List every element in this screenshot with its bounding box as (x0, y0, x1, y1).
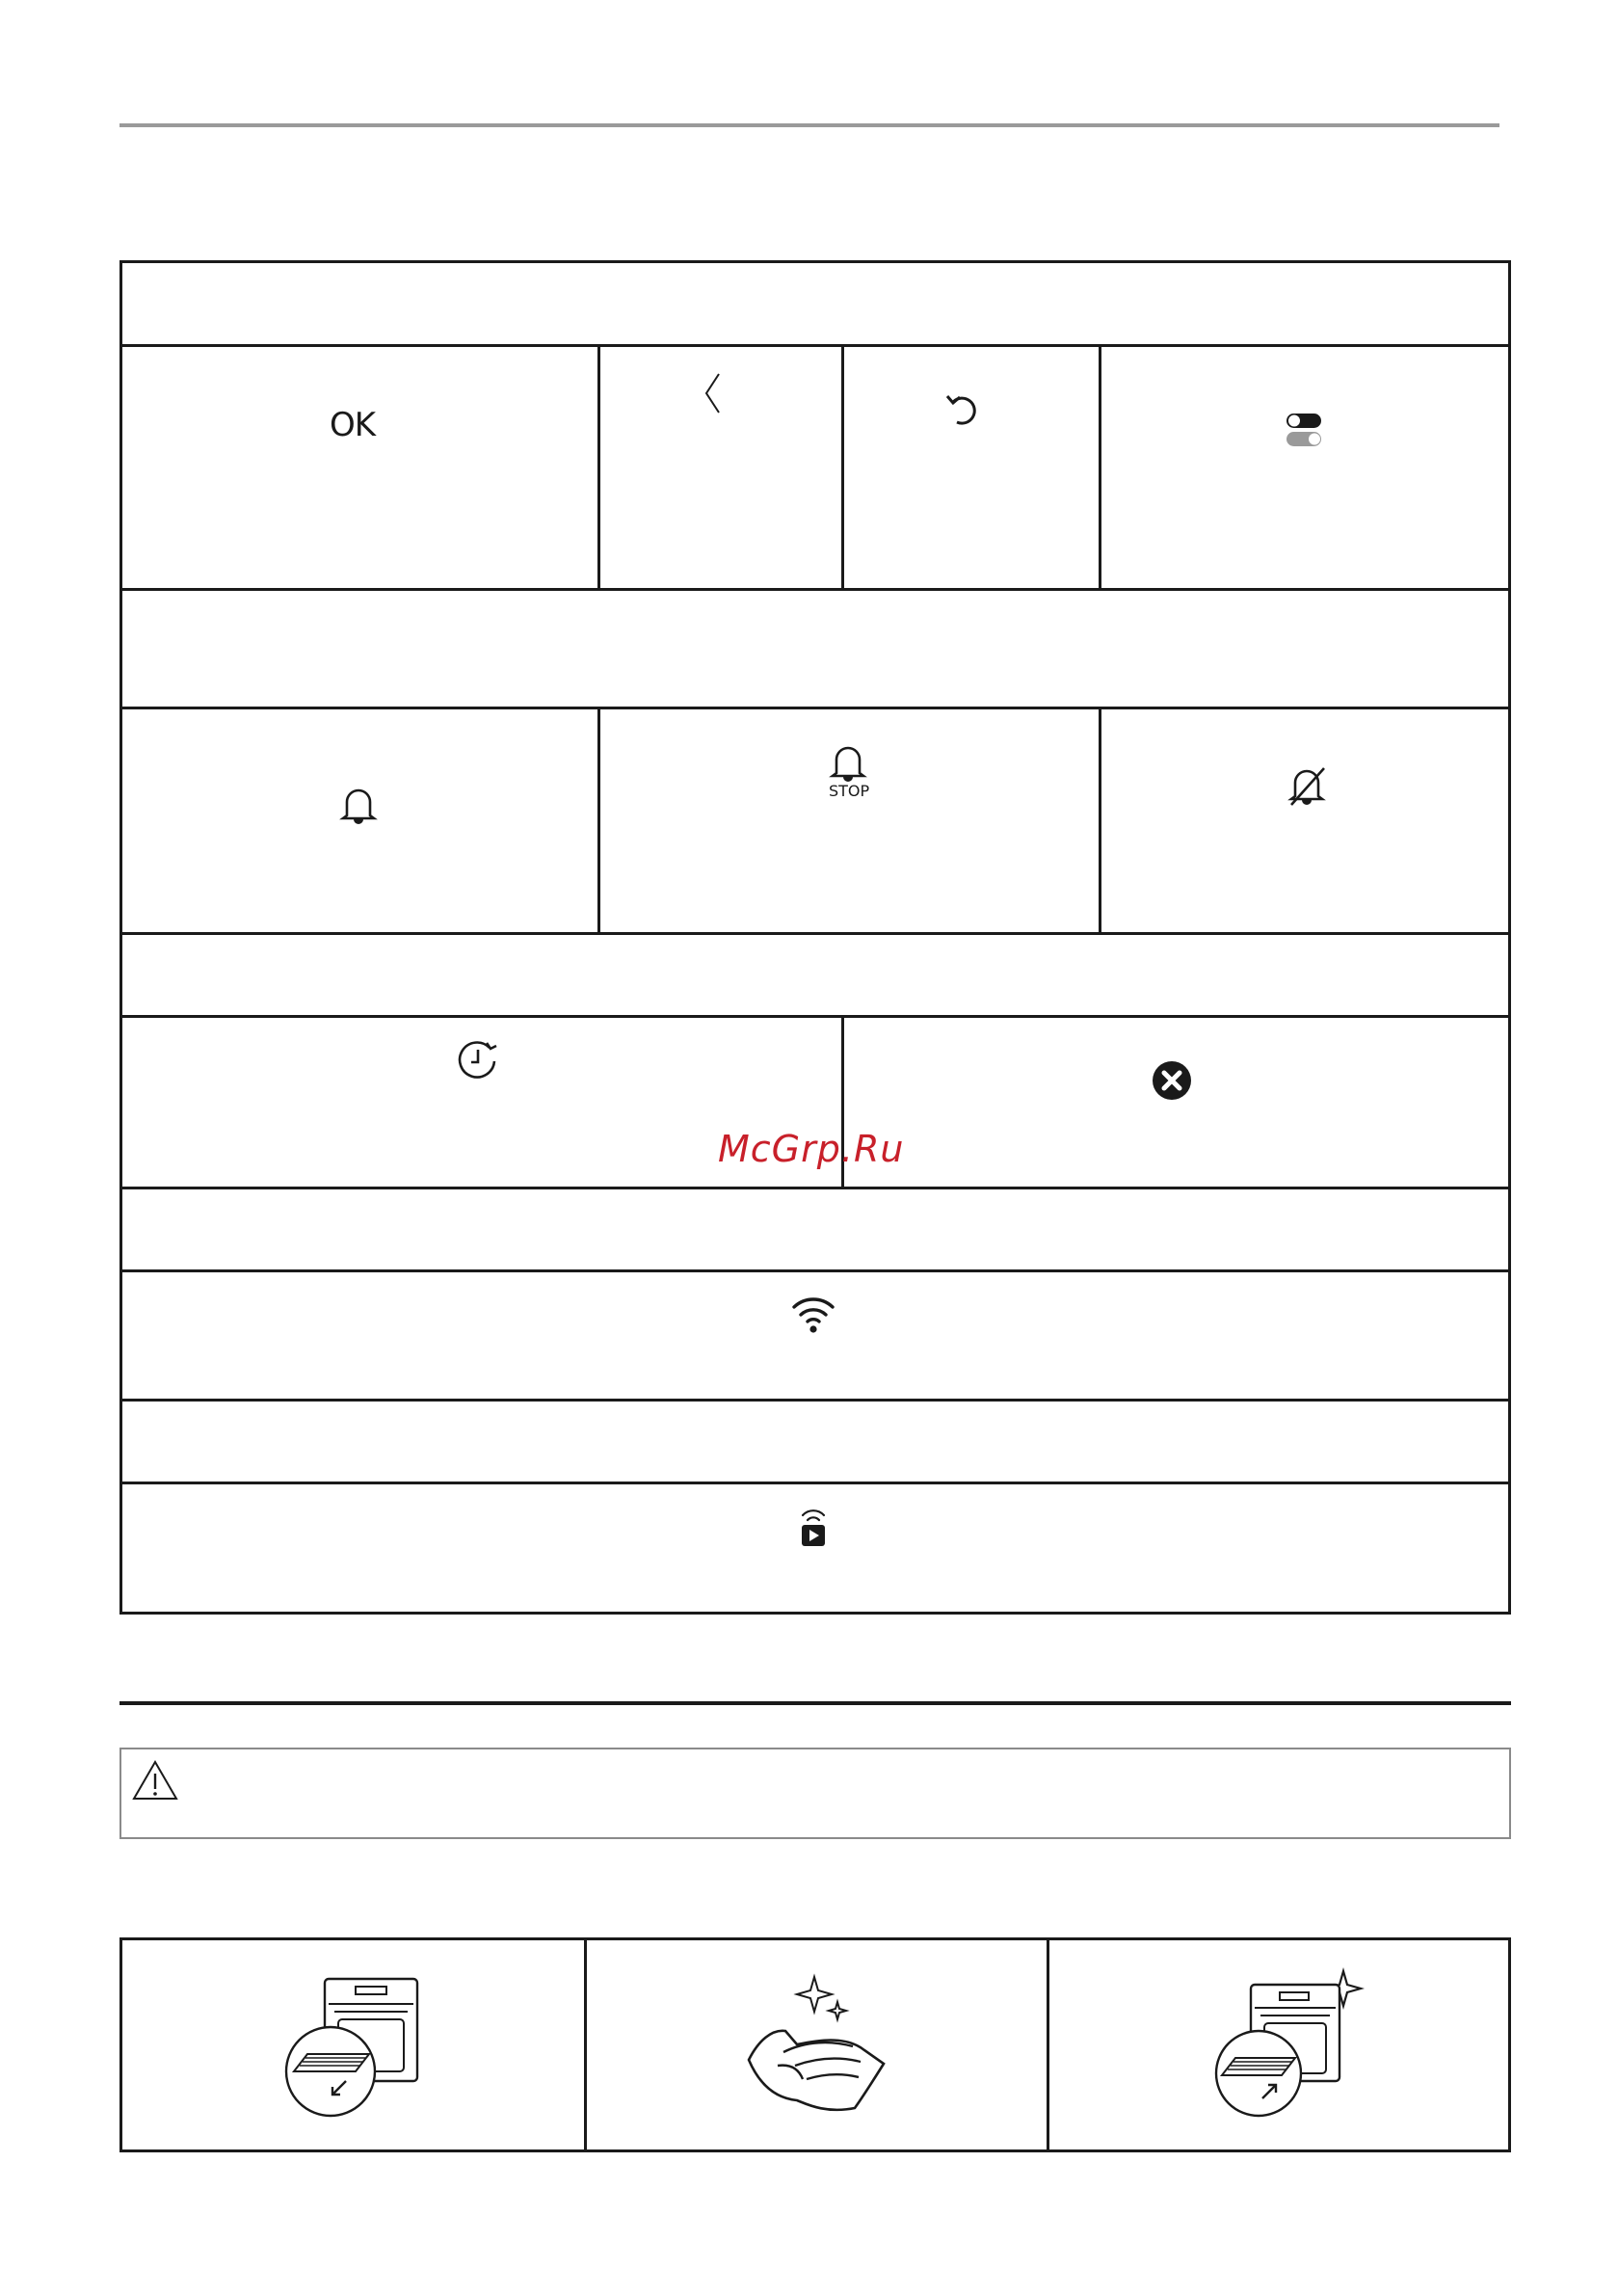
row-divider (122, 1269, 1508, 1272)
controls-table (119, 260, 1511, 1615)
oven-remove-tray-icon (286, 1975, 421, 2120)
remote-start-icon[interactable] (800, 1507, 827, 1549)
col-divider (841, 344, 844, 589)
wifi-icon[interactable] (792, 1295, 835, 1333)
row-divider (122, 1187, 1508, 1189)
toggle-icon[interactable] (1285, 412, 1325, 448)
col-divider (597, 344, 600, 589)
warning-icon (131, 1759, 179, 1802)
row-divider (122, 1015, 1508, 1018)
cancel-icon[interactable] (1152, 1060, 1192, 1101)
warning-box (119, 1748, 1511, 1839)
bell-muted-icon[interactable] (1287, 764, 1328, 807)
cleaning-steps-table (119, 1937, 1511, 2152)
row-divider (122, 1399, 1508, 1402)
row-divider (122, 1482, 1508, 1484)
row-divider (122, 344, 1508, 347)
undo-icon[interactable] (943, 390, 982, 429)
ok-icon[interactable]: OK (330, 406, 376, 444)
stop-label: STOP (829, 782, 870, 800)
top-rule (119, 123, 1499, 127)
col-divider (597, 707, 600, 933)
bell-icon[interactable] (339, 784, 378, 826)
col-divider (1047, 1940, 1049, 2149)
col-divider (584, 1940, 587, 2149)
back-chevron-icon[interactable] (703, 372, 723, 414)
col-divider (1099, 344, 1101, 589)
watermark: McGrp.Ru (718, 1128, 905, 1170)
timer-icon[interactable] (457, 1040, 501, 1082)
bell-stop-icon[interactable] (829, 741, 867, 784)
col-divider (1099, 707, 1101, 933)
row-divider (122, 707, 1508, 709)
oven-insert-tray-icon (1216, 1967, 1370, 2122)
row-divider (122, 932, 1508, 935)
row-divider (122, 588, 1508, 591)
hand-wipe-icon (739, 1973, 893, 2118)
section-rule (119, 1701, 1511, 1705)
